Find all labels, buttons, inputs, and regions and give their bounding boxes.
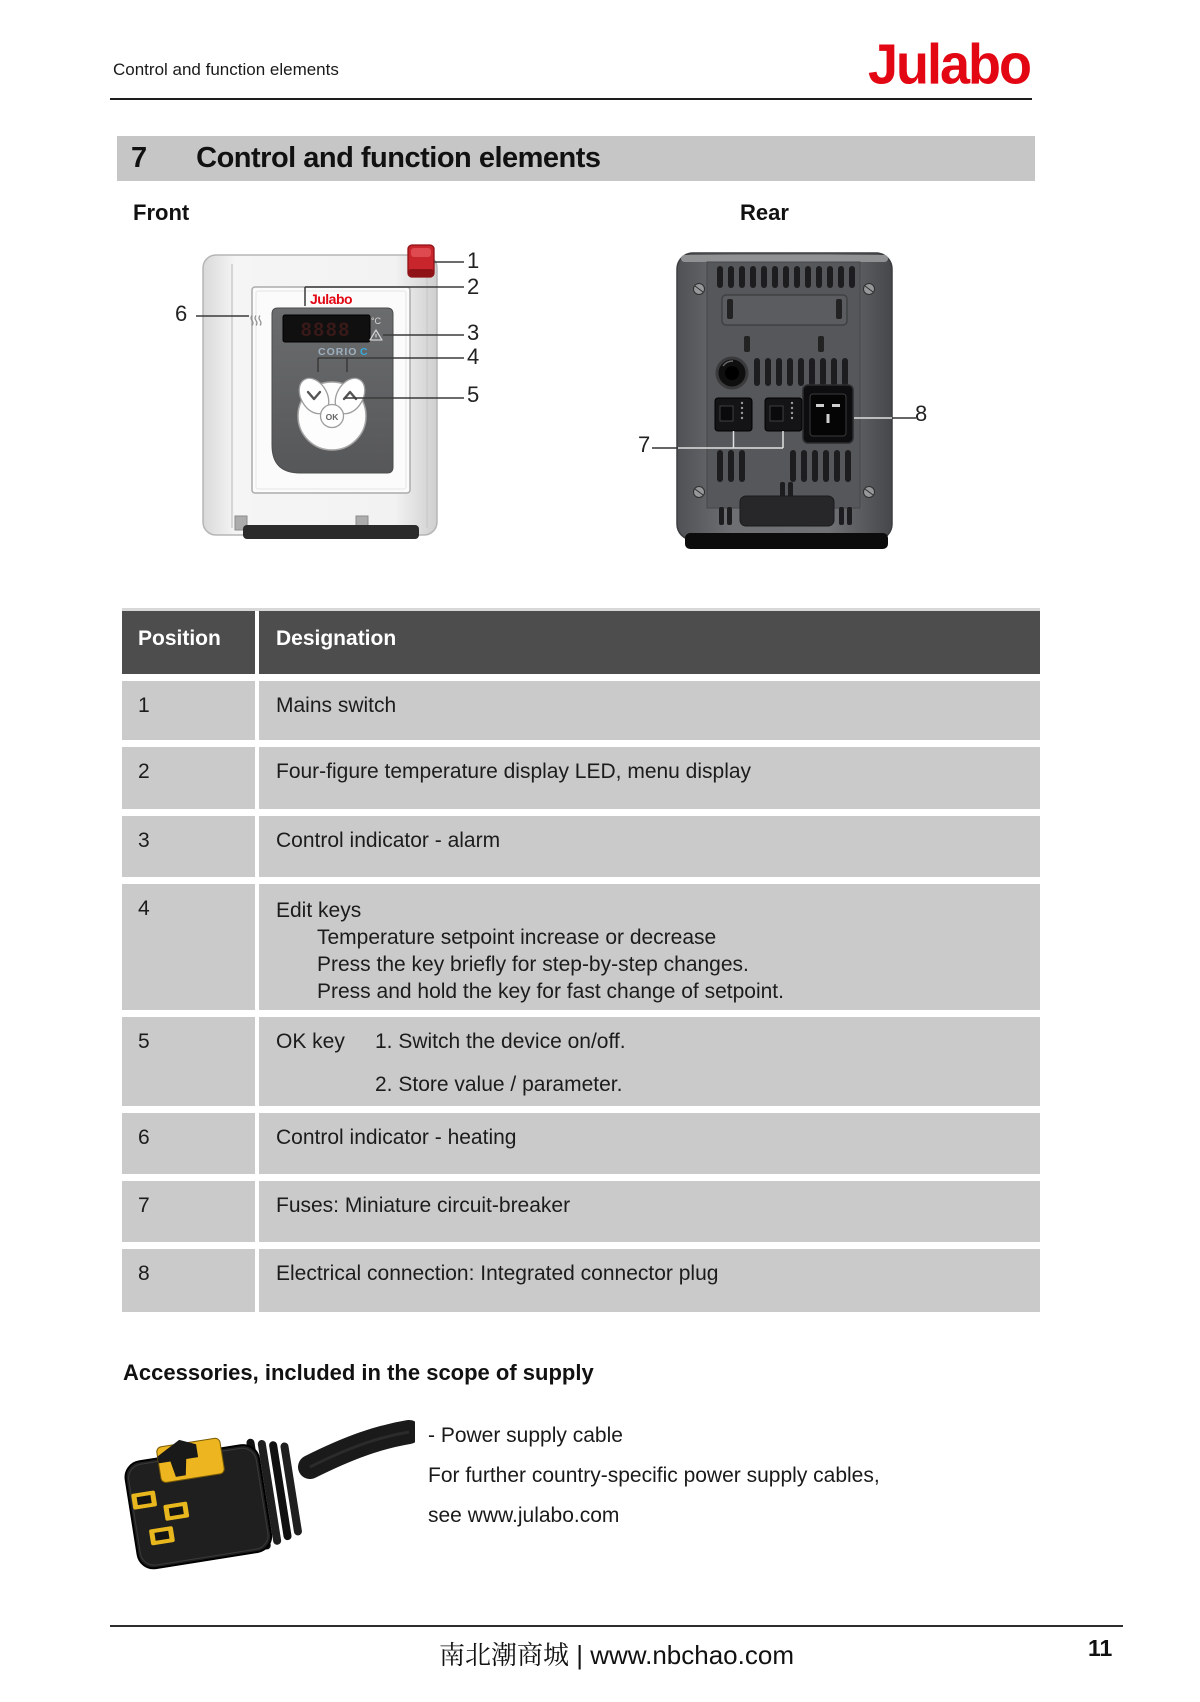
ok-key-label: OK — [325, 412, 339, 422]
table-header-row — [122, 611, 1040, 674]
device-logo-text: Julabo — [309, 291, 353, 307]
table-row — [122, 1249, 1040, 1312]
front-device-base — [243, 525, 419, 539]
cell-designation: OK key 1. Switch the device on/off. 2. Store value / parameter. — [259, 1017, 1040, 1106]
cell-position: 4 — [122, 884, 255, 1010]
cell-position: 8 — [122, 1249, 255, 1312]
power-connector — [803, 385, 853, 443]
mains-switch-red — [408, 245, 434, 277]
display-digits: 8888 — [300, 320, 352, 341]
cell-designation: Fuses: Miniature circuit-breaker — [259, 1181, 1040, 1242]
position-table-body — [122, 681, 1040, 1312]
cell-designation: Four-figure temperature display LED, menu display — [259, 747, 1040, 809]
page-number: 11 — [1088, 1635, 1113, 1661]
table-row — [122, 681, 1040, 740]
callout-6: 6 — [175, 301, 188, 326]
table-row — [122, 747, 1040, 809]
position-table — [122, 608, 1040, 1312]
callout-7: 7 — [638, 432, 651, 457]
accessories-line: - Power supply cable — [428, 1424, 623, 1447]
drain-knob — [717, 358, 747, 388]
section-title: Control and function elements — [196, 142, 601, 174]
cell-designation: Mains switch — [259, 681, 1040, 740]
footer-site-text: 南北潮商城 | www.nbchao.com — [439, 1640, 794, 1670]
table-row — [122, 1017, 1040, 1106]
header-breadcrumb: Control and function elements — [113, 60, 339, 79]
callout-3: 3 — [467, 320, 480, 345]
accessories-heading: Accessories, included in the scope of supply — [123, 1360, 594, 1385]
fuse-breaker-left — [715, 398, 752, 431]
table-row — [122, 816, 1040, 877]
julabo-logo: Julabo — [867, 33, 1030, 97]
footer-divider — [110, 1625, 1123, 1627]
rear-device-base — [685, 533, 888, 549]
cell-designation: Control indicator - alarm — [259, 816, 1040, 877]
cell-position: 5 — [122, 1017, 255, 1106]
callout-2: 2 — [467, 274, 480, 299]
cell-position: 2 — [122, 747, 255, 809]
table-row — [122, 1113, 1040, 1174]
celsius-label: °C — [370, 316, 382, 326]
table-row — [122, 1181, 1040, 1242]
front-device-image — [150, 230, 510, 560]
callout-1: 1 — [467, 248, 480, 273]
rear-device-image — [590, 230, 950, 560]
cell-position: 1 — [122, 681, 255, 740]
model-suffix-text: C — [360, 346, 368, 358]
table-row — [122, 884, 1040, 1010]
rear-handle-recess — [740, 496, 834, 526]
rear-figure-label: Rear — [740, 200, 789, 225]
front-figure-label: Front — [133, 200, 190, 225]
section-number: 7 — [131, 142, 148, 174]
cell-designation: Control indicator - heating — [259, 1113, 1040, 1174]
accessories-text — [428, 1416, 880, 1536]
callout-4: 4 — [467, 344, 480, 369]
fuse-breaker-right — [765, 398, 802, 431]
cell-designation: Edit keys Temperature setpoint increase or decrease Press the key briefly for step-by-step changes. Press and hold the key for fast change of setpoint. — [259, 884, 1040, 1010]
cell-position: 7 — [122, 1181, 255, 1242]
model-text: CORIO — [318, 346, 358, 358]
power-cable-image — [115, 1405, 415, 1585]
rear-middle-vents — [754, 358, 848, 386]
cell-designation: Electrical connection: Integrated connector plug — [259, 1249, 1040, 1312]
accessories-line: see www.julabo.com — [428, 1504, 620, 1527]
cell-position: 3 — [122, 816, 255, 877]
callout-5: 5 — [467, 382, 480, 407]
section-banner — [117, 136, 1035, 181]
table-header-designation: Designation — [259, 611, 1040, 674]
rear-recess — [722, 295, 847, 325]
accessories-line: For further country-specific power supply cables, — [428, 1464, 880, 1487]
cell-position: 6 — [122, 1113, 255, 1174]
callout-8: 8 — [915, 401, 928, 426]
table-header-position: Position — [122, 611, 255, 674]
header-divider — [110, 98, 1032, 100]
